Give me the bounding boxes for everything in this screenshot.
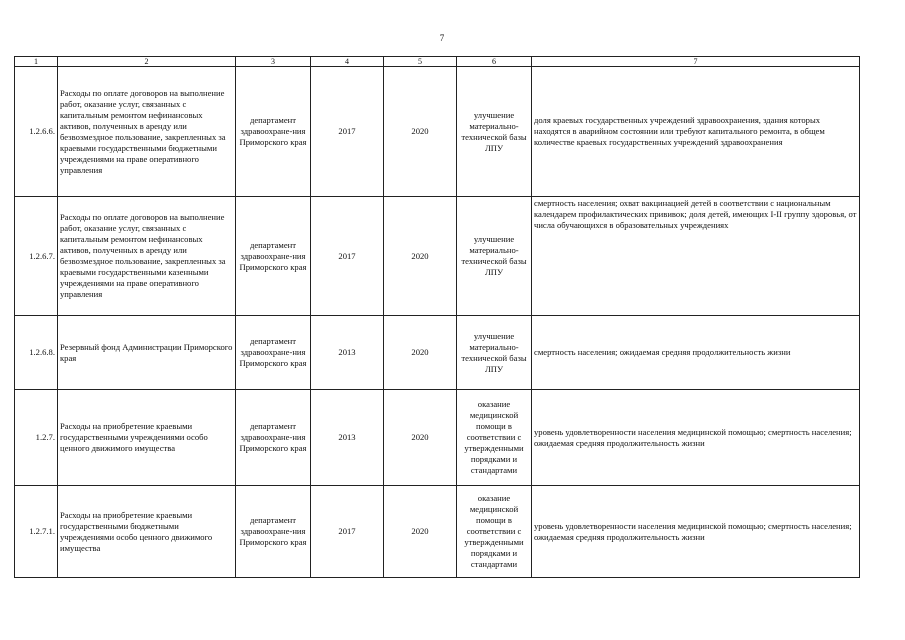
header-col-6: 6 [457, 57, 532, 67]
row-executor: департамент здравоохране-ния Приморского края [236, 197, 311, 316]
header-col-1: 1 [15, 57, 58, 67]
row-start-year: 2013 [311, 390, 384, 486]
row-name: Расходы по оплате договоров на выполнение работ, оказание услуг, связанных с капитальным ремонтом нефинансовых активов, полученных в аренду или безвозмездное пользование, закрепленных за краевыми государственными бюджетными учреждениями на праве оперативного управления [58, 67, 236, 197]
table-row [15, 316, 860, 390]
row-result: оказание медицинской помощи в соответствии с утвержденными порядками и стандартами [457, 486, 532, 578]
row-indicator: уровень удовлетворенности населения медицинской помощью; смертность населения; ожидаемая средняя продолжительность жизни [532, 486, 860, 578]
row-executor: департамент здравоохране-ния Приморского края [236, 67, 311, 197]
row-code: 1.2.6.8. [15, 316, 58, 390]
row-end-year: 2020 [384, 316, 457, 390]
row-start-year: 2017 [311, 197, 384, 316]
header-col-4: 4 [311, 57, 384, 67]
row-name: Расходы на приобретение краевыми государственными учреждениями особо ценного движимого имущества [58, 390, 236, 486]
table-row [15, 390, 860, 486]
row-indicator: смертность населения; охват вакцинацией детей в соответствии с национальным календарем профилактических прививок; доля детей, имеющих I-II группу здоровья, от числа обучающихся в образовательных учреждениях [532, 197, 860, 316]
row-end-year: 2020 [384, 486, 457, 578]
row-start-year: 2013 [311, 316, 384, 390]
row-executor: департамент здравоохране-ния Приморского края [236, 316, 311, 390]
row-code: 1.2.6.6. [15, 67, 58, 197]
row-code: 1.2.6.7. [15, 197, 58, 316]
row-indicator: смертность населения; ожидаемая средняя продолжительность жизни [532, 316, 860, 390]
row-start-year: 2017 [311, 67, 384, 197]
row-name: Резервный фонд Администрации Приморского края [58, 316, 236, 390]
row-result: улучшение материально-технической базы ЛПУ [457, 67, 532, 197]
table-row [15, 67, 860, 197]
row-indicator: уровень удовлетворенности населения медицинской помощью; смертность населения; ожидаемая средняя продолжительность жизни [532, 390, 860, 486]
row-end-year: 2020 [384, 197, 457, 316]
row-result: улучшение материально-технической базы ЛПУ [457, 197, 532, 316]
header-col-3: 3 [236, 57, 311, 67]
row-result: улучшение материально-технической базы ЛПУ [457, 316, 532, 390]
table-row [15, 486, 860, 578]
row-end-year: 2020 [384, 390, 457, 486]
header-row [15, 57, 860, 67]
program-activities-table [14, 56, 860, 578]
row-executor: департамент здравоохране-ния Приморского края [236, 486, 311, 578]
row-code: 1.2.7.1. [15, 486, 58, 578]
row-name: Расходы по оплате договоров на выполнение работ, оказание услуг, связанных с капитальным ремонтом нефинансовых активов, полученных в аренду или безвозмездное пользование, закрепленных за краевыми государственными казенными учреждениями на праве оперативного управления [58, 197, 236, 316]
row-name: Расходы на приобретение краевыми государственными бюджетными учреждениями особо ценного движимого имущества [58, 486, 236, 578]
row-executor: департамент здравоохране-ния Приморского края [236, 390, 311, 486]
table-row [15, 197, 860, 316]
row-start-year: 2017 [311, 486, 384, 578]
row-indicator: доля краевых государственных учреждений здравоохранения, здания которых находятся в аварийном состоянии или требуют капитального ремонта, в общем количестве краевых государственных учреждений здравоохранения [532, 67, 860, 197]
header-col-5: 5 [384, 57, 457, 67]
header-col-7: 7 [532, 57, 860, 67]
row-result: оказание медицинской помощи в соответствии с утвержденными порядками и стандартами [457, 390, 532, 486]
header-col-2: 2 [58, 57, 236, 67]
row-code: 1.2.7. [15, 390, 58, 486]
page-number: 7 [439, 33, 445, 43]
row-end-year: 2020 [384, 67, 457, 197]
